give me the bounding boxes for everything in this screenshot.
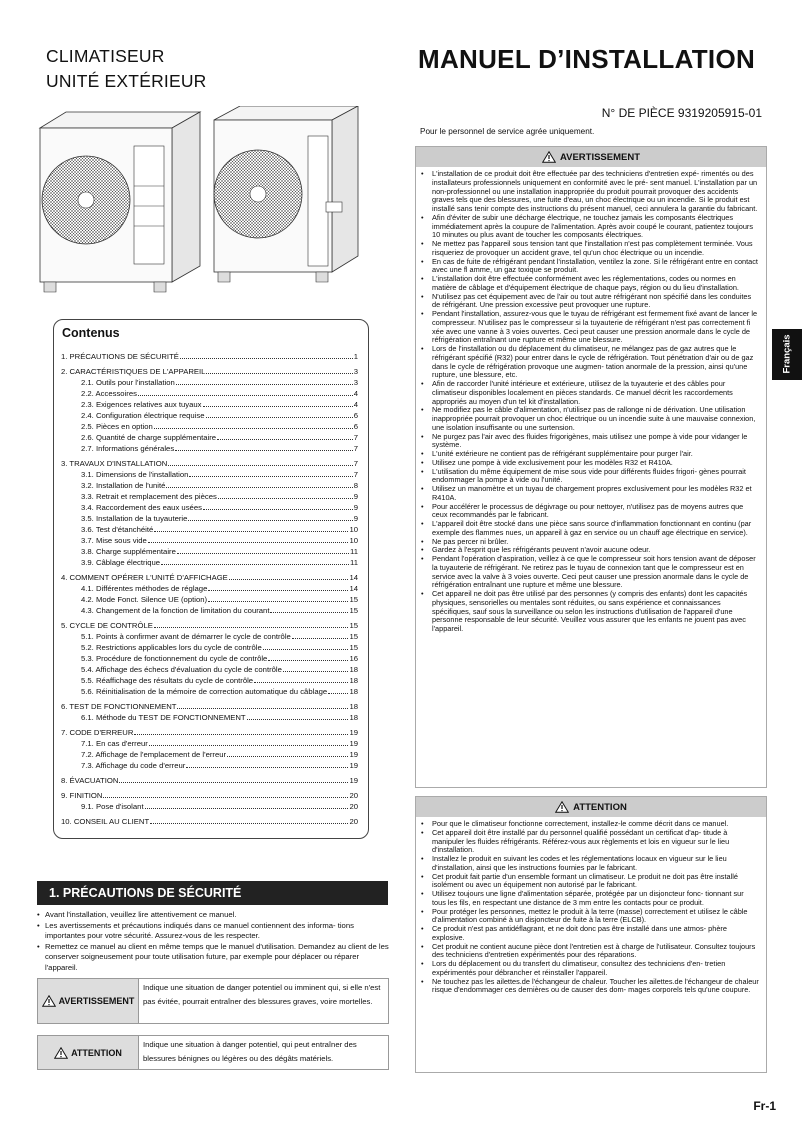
toc-entry[interactable] [61,443,358,454]
toc-leader-dots [103,796,348,798]
legend-warning-label [38,979,138,1023]
toc-entry[interactable] [61,686,358,697]
toc-leader-dots [263,648,349,650]
toc-leader-dots [292,637,349,639]
toc-entry-title: 7.1. En cas d'erreur [81,739,148,748]
toc-leader-dots [247,718,349,720]
toc-entry-page: 11 [350,558,358,567]
product-line-2: UNITÉ EXTÉRIEUR [46,71,207,91]
toc-entry-title: 5. CYCLE DE CONTRÔLE [61,621,153,630]
list-item: • Lors du déplacement ou du transfert du climatiseur, consultez des techniciens d'en- tretien expérimentés pour débrancher et réinstaller l'appareil. [421,960,759,978]
toc-leader-dots [203,508,353,510]
toc-leader-dots [177,707,348,709]
list-item: • Remettez ce manuel au client en même temps que le manuel d'utilisation. Demandez au client de les conserver soigneusement pour toute utilisation future, par exemple pour déplacer ou réparer l'appareil. [37,942,389,974]
legend-caution-description: Indique une situation à danger potentiel, qui peut entraîner des blessures bénignes ou légères ou des dégâts matériels. [138,1036,388,1069]
list-item: • Pour accélérer le processus de dégivrage ou pour nettoyer, n'utilisez pas de moyens autres que ceux recommandés par le fabricant. [421,503,759,521]
toc-entry-title: 2.5. Pièces en option [81,422,153,431]
toc-entry[interactable] [61,712,358,723]
toc-entry[interactable] [61,458,358,469]
outdoor-unit-left [40,112,200,292]
toc-entry[interactable] [61,366,358,377]
warning-box-header [416,147,766,167]
toc-leader-dots [189,475,352,477]
toc-entry[interactable] [61,557,358,568]
toc-entry[interactable] [61,727,358,738]
list-item: • Ne mettez pas l'appareil sous tension tant que l'installation n'est pas complètement terminée. Vous risqueriez de provoquer un accident grave, tel qu'un choc électrique ou un incendie. [421,240,759,258]
toc-leader-dots [328,692,348,694]
toc-entry-title: 3.7. Mise sous vide [81,536,147,545]
toc-entry-title: 9. FINITION [61,791,103,800]
toc-entry[interactable] [61,631,358,642]
toc-list [61,351,358,827]
toc-entry-page: 10 [349,536,358,545]
toc-leader-dots [227,755,348,757]
toc-leader-dots [175,449,353,451]
caution-triangle-icon [54,1047,68,1059]
list-item: • Avant l'installation, veuillez lire attentivement ce manuel. [37,910,389,921]
toc-entry-title: 8. ÉVACUATION [61,776,119,785]
caution-list [416,817,766,995]
toc-entry-page: 19 [349,776,358,785]
toc-entry-title: 3.4. Raccordement des eaux usées [81,503,202,512]
toc-entry-page: 15 [349,606,358,615]
list-item: • L'appareil doit être stocké dans une pièce sans source d'inflammation fonctionnant en continu (par exemple des flammes nues, un appareil à gaz en service ou un chauff age électrique en service). [421,520,759,538]
toc-entry[interactable] [61,491,358,502]
legend-caution-label [38,1036,138,1069]
toc-entry[interactable] [61,642,358,653]
toc-entry-title: 2.6. Quantité de charge supplémentaire [81,433,217,442]
toc-entry-page: 11 [350,547,358,556]
list-item: • L'unité extérieure ne contient pas de réfrigérant supplémentaire pour purger l'air. [421,450,759,459]
list-item: • Ne modifiez pas le câble d'alimentation, n'utilisez pas de rallonge ni de dérivation. Une utilisation inappropriée pourrait provoquer un choc électrique ou un incendie suite à une mauvaise connexion, une isolation insuffisante ou une surtension. [421,406,759,432]
toc-entry-title: 4.1. Différentes méthodes de réglage [81,584,208,593]
toc-leader-dots [138,394,353,396]
toc-entry[interactable] [61,410,358,421]
toc-leader-dots [154,530,348,532]
toc-leader-dots [161,563,349,565]
toc-entry-page: 9 [353,503,358,512]
toc-leader-dots [145,807,349,809]
list-item: • Cet produit ne contient aucune pièce dont l'entretien est à charge de l'utilisateur. Consultez toujours des techniciens d'entretien expérimentés pour des réparations. [421,943,759,961]
toc-leader-dots [148,541,349,543]
toc-entry-page: 3 [353,367,358,376]
toc-leader-dots [218,497,353,499]
toc-entry-page: 15 [349,643,358,652]
toc-entry-page: 6 [353,411,358,420]
toc-leader-dots [203,405,353,407]
toc-entry-page: 7 [353,470,358,479]
toc-leader-dots [154,626,349,628]
toc-leader-dots [254,681,348,683]
toc-entry-page: 19 [349,728,358,737]
toc-leader-dots [283,670,349,672]
toc-entry-title: 2. CARACTÉRISTIQUES DE L'APPAREIL [61,367,206,376]
toc-entry-title: 3.2. Installation de l'unité [81,481,166,490]
toc-leader-dots [206,372,352,374]
toc-entry-title: 2.3. Exigences relatives aux tuyaux [81,400,202,409]
toc-entry-title: 4.2. Mode Fonct. Silence UE (option) [81,595,208,604]
toc-entry-page: 10 [349,525,358,534]
toc-entry[interactable] [61,546,358,557]
toc-entry-page: 19 [349,761,358,770]
table-of-contents [53,319,369,839]
toc-entry[interactable] [61,664,358,675]
toc-leader-dots [208,589,348,591]
toc-entry-page: 1 [353,352,358,361]
toc-entry[interactable] [61,572,358,583]
language-tab-label: Français [781,334,793,374]
toc-entry-page: 3 [353,378,358,387]
toc-leader-dots [208,600,348,602]
toc-entry-page: 6 [353,422,358,431]
toc-entry[interactable] [61,801,358,812]
list-item: • Pour protéger les personnes, mettez le produit à la terre (masse) correctement et utilisez le câble d'alimentation combiné à un disjoncteur de fuite à la terre (ELCB). [421,908,759,926]
toc-entry[interactable] [61,701,358,712]
toc-leader-dots [177,552,349,554]
toc-entry[interactable] [61,469,358,480]
toc-entry[interactable] [61,749,358,760]
list-item: • Utilisez toujours une ligne d'alimentation séparée, protégée par un disjoncteur fonc- tionnant sur tous les fils, en respectant une distance de 3 mm entre les contacts pour ce produit. [421,890,759,908]
warning-box [415,146,767,788]
toc-entry[interactable] [61,480,358,491]
product-line-1: CLIMATISEUR [46,46,165,66]
outdoor-units-illustration [36,106,372,306]
list-item: • Utilisez une pompe à vide exclusivement pour les modèles R32 et R410A. [421,459,759,468]
list-item: • Pour que le climatiseur fonctionne correctement, installez-le comme décrit dans ce manuel. [421,820,759,829]
toc-entry-page: 18 [349,687,358,696]
toc-entry-page: 15 [349,621,358,630]
toc-entry[interactable] [61,432,358,443]
toc-entry[interactable] [61,738,358,749]
toc-entry-title: 1. PRÉCAUTIONS DE SÉCURITÉ [61,352,179,361]
toc-leader-dots [217,438,353,440]
toc-entry-title: 2.1. Outils pour l'installation [81,378,175,387]
toc-entry-title: 2.7. Informations générales [81,444,175,453]
legend-warning-description: Indique une situation de danger potentiel ou imminent qui, si elle n'est pas évitée, pourrait entraîner des blessures graves, voire mortelles. [138,979,388,1023]
toc-entry-title: 4.3. Changement de la fonction de limitation du courant [81,606,270,615]
toc-leader-dots [268,659,348,661]
toc-leader-dots [176,383,353,385]
toc-entry-page: 20 [349,802,358,811]
toc-entry-page: 20 [349,817,358,826]
toc-entry-page: 7 [353,444,358,453]
caution-triangle-icon [555,801,569,813]
toc-entry-title: 10. CONSEIL AU CLIENT [61,817,150,826]
toc-entry-title: 7. CODE D'ERREUR [61,728,134,737]
part-number: N° DE PIÈCE 9319205915-01 [601,106,762,120]
language-tab[interactable] [772,329,802,380]
list-item: • Ne touchez pas les ailettes.de l'échangeur de chaleur. Toucher les ailettes.de l'échangeur de chaleur risque d'endommager ces dernières ou de causer des dom- mages corporels tels qu'une coupure. [421,978,759,996]
list-item: • Ce produit n'est pas antidéflagrant, et ne doit donc pas être installé dans une atmos- phère explosive. [421,925,759,943]
toc-entry[interactable] [61,605,358,616]
warning-box-title: AVERTISSEMENT [559,151,641,163]
toc-entry[interactable] [61,675,358,686]
legend-warning [37,978,389,1024]
toc-entry-title: 5.5. Réaffichage des résultats du cycle de contrôle [81,676,254,685]
toc-entry-page: 16 [349,654,358,663]
toc-entry[interactable] [61,583,358,594]
service-note: Pour le personnel de service agrée uniquement. [420,127,595,136]
section-1-bullets [37,910,389,974]
product-type [46,44,207,94]
toc-entry-title: 3. TRAVAUX D'INSTALLATION [61,459,168,468]
toc-entry-title: 6. TEST DE FONCTIONNEMENT [61,702,177,711]
toc-title: Contenus [62,326,120,340]
section-1-heading: 1. PRÉCAUTIONS DE SÉCURITÉ [37,881,388,905]
list-item: • N'utilisez pas cet équipement avec de l'air ou tout autre réfrigérant non spécifié dans les conduites de réfrigérant. Une pression excessive peut provoquer une rupture. [421,293,759,311]
list-item: • Les avertissements et précautions indiqués dans ce manuel contiennent des informa- tions importantes pour votre sécurité. Assurez-vous de les respecter. [37,921,389,942]
toc-entry-page: 14 [349,584,358,593]
toc-entry-page: 8 [353,481,358,490]
toc-leader-dots [154,427,353,429]
toc-entry-title: 3.3. Retrait et remplacement des pièces [81,492,217,501]
toc-entry[interactable] [61,388,358,399]
toc-leader-dots [149,744,349,746]
outdoor-unit-right [214,106,358,282]
toc-entry[interactable] [61,535,358,546]
toc-entry[interactable] [61,502,358,513]
toc-leader-dots [166,486,352,488]
toc-entry-page: 18 [349,702,358,711]
toc-entry-page: 18 [349,713,358,722]
document-title: MANUEL D’INSTALLATION [418,44,756,74]
toc-entry-title: 3.8. Charge supplémentaire [81,547,176,556]
list-item: • Cet produit fait partie d'un ensemble formant un climatiseur. Le produit ne doit pas être installé isolément ou avec un équipement non autorisé par le fabricant. [421,873,759,891]
toc-leader-dots [270,611,348,613]
list-item: • Cet appareil ne doit pas être utilisé par des personnes (y compris des enfants) dont les capacités physiques, sensorielles ou mentales sont réduites, ou sans expérience et connaissances spécifiques, sauf sous la surveillance ou selon les instructions d'utilisation de l'appareil d'une personne responsable de leur sécurité. Veuillez vous assurer que les enfants ne jouent pas avec l'appareil. [421,590,759,634]
toc-entry-page: 15 [349,595,358,604]
toc-entry-page: 9 [353,492,358,501]
toc-leader-dots [119,781,348,783]
toc-entry-title: 7.2. Affichage de l'emplacement de l'erreur [81,750,227,759]
toc-entry-title: 5.2. Restrictions applicables lors du cycle de contrôle [81,643,262,652]
toc-entry-page: 4 [353,400,358,409]
toc-entry-title: 3.1. Dimensions de l'installation [81,470,189,479]
toc-entry[interactable] [61,760,358,771]
list-item: • L'utilisation du même équipement de mise sous vide pour différents fluides frigori- gènes pourrait endommager la pompe à vide ou l'unité. [421,468,759,486]
warning-triangle-icon [542,151,556,163]
toc-entry-page: 7 [353,459,358,468]
toc-entry-title: 2.4. Configuration électrique requise [81,411,205,420]
toc-entry-title: 5.6. Réinitialisation de la mémoire de correction automatique du câblage [81,687,328,696]
toc-entry-page: 15 [349,632,358,641]
toc-entry-title: 4. COMMENT OPÉRER L'UNITÉ D'AFFICHAGE [61,573,228,582]
toc-entry[interactable] [61,620,358,631]
list-item: • Ne purgez pas l'air avec des fluides frigorigènes, mais utilisez une pompe à vide pour vidanger le système. [421,433,759,451]
toc-entry-page: 20 [349,791,358,800]
legend-caution [37,1035,389,1070]
caution-box-title: ATTENTION [573,801,627,813]
toc-leader-dots [229,578,349,580]
legend-caution-text-label: ATTENTION [71,1047,122,1058]
toc-entry[interactable] [61,790,358,801]
toc-leader-dots [168,464,352,466]
toc-leader-dots [188,519,352,521]
toc-entry-title: 9.1. Pose d'isolant [81,802,144,811]
toc-entry-page: 19 [349,750,358,759]
list-item: • L'installation de ce produit doit être effectuée par des techniciens d'entretien expé- rimentés ou des installateurs professionnels uniquement en conformité avec le pré- sent manuel. L'installation par un non-professionnel ou une installation inappropriée du produit pourrait provoquer des accidents graves tels que des blessures, une fuite d'eau, un choc électrique ou un incendie. Si le produit est installé sans tenir compte des instructions du présent manuel, ceci annulera la garantie du fabricant. [421,170,759,214]
toc-entry-title: 2.2. Accessoires [81,389,137,398]
warning-triangle-icon [42,995,56,1007]
page-number: Fr-1 [753,1099,776,1113]
list-item: • L'installation doit être effectuée conformément avec les réglementations, codes ou normes en matière de câblage et d'équipement électrique de chaque pays, région ou du lieu d'installation. [421,275,759,293]
toc-entry[interactable] [61,653,358,664]
toc-entry-page: 9 [353,514,358,523]
toc-entry-title: 5.4. Affichage des échecs d'évaluation du cycle de contrôle [81,665,282,674]
list-item: • Lors de l'installation ou du déplacement du climatiseur, ne mélangez pas de gaz autres que le réfrigérant spécifié (R32) pour entrer dans le cycle de réfrigération. Tout pénétration d'air ou de gaz dans le cycle de réfrigération provoque une augmen- tation anormale de la pression, ainsi qu'une rupture, une blessure, etc. [421,345,759,380]
toc-leader-dots [134,733,348,735]
warning-list [416,167,766,634]
toc-entry-title: 5.3. Procédure de fonctionnement du cycle de contrôle [81,654,268,663]
toc-leader-dots [150,822,348,824]
toc-entry[interactable] [61,421,358,432]
toc-entry-page: 19 [349,739,358,748]
toc-entry[interactable] [61,377,358,388]
toc-entry[interactable] [61,775,358,786]
toc-entry[interactable] [61,816,358,827]
caution-box-header [416,797,766,817]
list-item: • Gardez à l'esprit que les réfrigérants peuvent n'avoir aucune odeur. [421,546,759,555]
toc-entry[interactable] [61,513,358,524]
toc-leader-dots [180,357,353,359]
list-item: • Cet appareil doit être installé par du personnel qualifié possédant un certificat d'ap- titude à manipuler les fluides réfrigérants. Référez-vous aux règlements et lois en vigueur sur le lieu d'installation. [421,829,759,855]
toc-entry-title: 3.6. Test d'étanchéité [81,525,154,534]
list-item: • Afin d'éviter de subir une décharge électrique, ne touchez jamais les composants électriques immédiatement après la coupure de l'alimentation. Après avoir coupé le courant, patientez toujours 10 minutes ou plus avant de toucher les composants électriques. [421,214,759,240]
toc-entry-page: 18 [349,665,358,674]
toc-entry[interactable] [61,351,358,362]
toc-entry[interactable] [61,524,358,535]
toc-entry-page: 18 [349,676,358,685]
toc-entry-page: 14 [349,573,358,582]
legend-warning-text-label: AVERTISSEMENT [58,996,135,1006]
caution-box [415,796,767,1073]
toc-entry-title: 3.9. Câblage électrique [81,558,161,567]
list-item: • Utilisez un manomètre et un tuyau de chargement propres exclusivement pour les modèles R32 et R410A. [421,485,759,503]
list-item: • Ne pas percer ni brûler. [421,538,759,547]
toc-leader-dots [206,416,353,418]
toc-entry-title: 5.1. Points à confirmer avant de démarrer le cycle de contrôle [81,632,291,641]
toc-entry-title: 6.1. Méthode du TEST DE FONCTIONNEMENT [81,713,246,722]
list-item: • Pendant l'opération d'aspiration, veillez à ce que le compresseur soit hors tension avant de déposer la tuyauterie de réfrigérant. Ne retirez pas le tuyau de connexion tant que le compresseur est en service avec la valve à 3 voies ouverte. Ceci peut causer une pression anormale dans le cycle de réfrigération entraînant une rupture et même une blessure. [421,555,759,590]
toc-entry-page: 7 [353,433,358,442]
toc-entry-title: 7.3. Affichage du code d'erreur [81,761,186,770]
list-item: • Installez le produit en suivant les codes et les réglementations locaux en vigueur sur le lieu d'installation, ainsi que les instructions fournies par le fabricant. [421,855,759,873]
toc-entry-page: 4 [353,389,358,398]
list-item: • Afin de raccorder l'unité intérieure et extérieure, utilisez de la tuyauterie et des câbles pour climatiseur disponibles localement en pièces standards. Ce manuel décrit les raccordements appropriés au moyen d'un tel kit d'installation. [421,380,759,406]
list-item: • En cas de fuite de réfrigérant pendant l'installation, ventilez la zone. Si le réfrigérant entre en contact avec une fl amme, un gaz toxique se produit. [421,258,759,276]
toc-entry[interactable] [61,399,358,410]
toc-entry-title: 3.5. Installation de la tuyauterie [81,514,188,523]
list-item: • Pendant l'installation, assurez-vous que le tuyau de réfrigérant est fermement fixé avant de lancer le compresseur. N'utilisez pas le compresseur si la tuyauterie de réfrigérant n'est pas correctement fi xée avec une vanne à 3 voies ouvertes. Ceci peut causer une pression anormale dans le cycle de réfrigération entraînant une rupture et même une blessure. [421,310,759,345]
toc-leader-dots [186,766,348,768]
toc-entry[interactable] [61,594,358,605]
